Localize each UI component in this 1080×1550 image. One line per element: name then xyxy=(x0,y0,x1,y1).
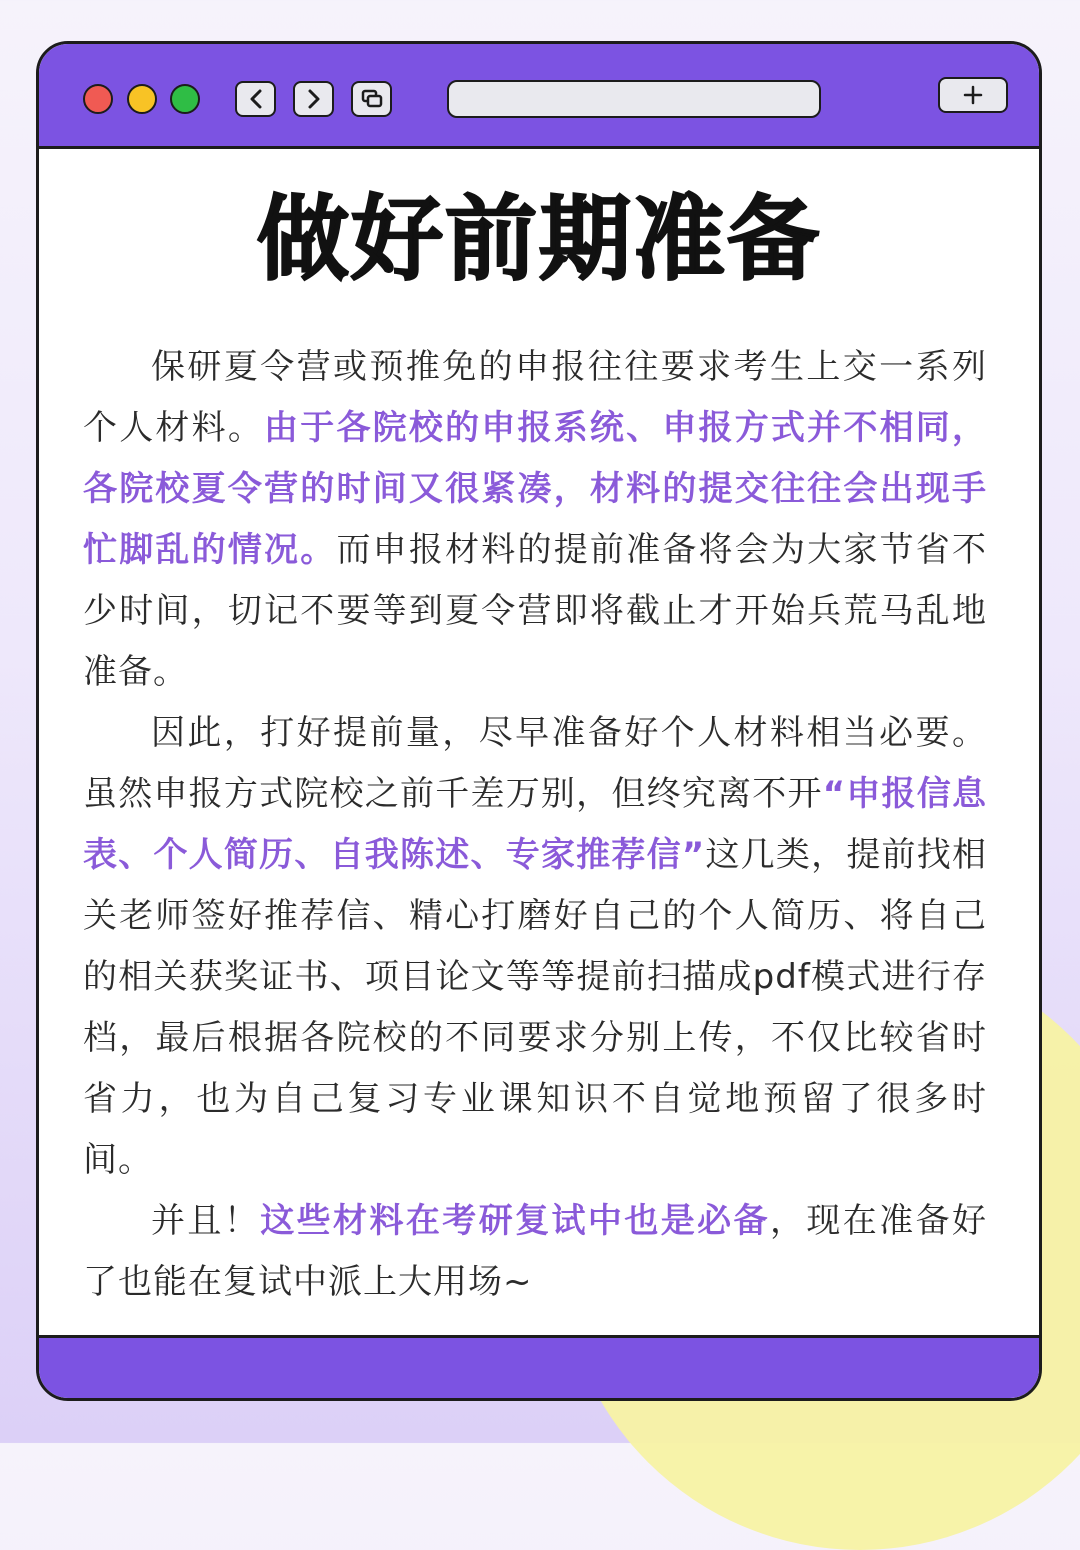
paragraph-3-text-a: 并且！ xyxy=(151,1201,261,1241)
back-button[interactable] xyxy=(235,81,276,117)
paragraph-3-text-c: ，现在准备好了也能在复试中派上大用场~ xyxy=(83,1201,988,1302)
paragraph-1 xyxy=(83,337,987,703)
article-body xyxy=(83,337,987,1313)
new-tab-button[interactable] xyxy=(938,77,1008,113)
browser-window xyxy=(36,41,1042,1401)
chevron-left-icon xyxy=(247,88,265,110)
paragraph-2-text-c: 这几类，提前找相关老师签好推荐信、精心打磨好自己的个人简历、将自己的相关获奖证书、项目论文等等提前扫描成pdf模式进行存档，最后根据各院校的不同要求分别上传，不仅比较省时省力，也为自己复习专业课知识不自觉地预留了很多时间。 xyxy=(83,835,987,1180)
close-dot[interactable] xyxy=(83,84,113,114)
forward-button[interactable] xyxy=(293,81,334,117)
paragraph-2-text-a: 因此，打好提前量，尽早准备好个人材料相当必要。虽然申报方式院校之前千差万别，但终究离不开 xyxy=(83,713,987,814)
plus-icon xyxy=(962,84,984,106)
paragraph-1-highlight: 由于各院校的申报系统、申报方式并不相同，各院校夏令营的时间又很紧凑，材料的提交往往会出现手忙脚乱的情况。 xyxy=(83,408,988,570)
browser-footer xyxy=(39,1335,1039,1398)
page-title: 做好前期准备 xyxy=(256,186,821,293)
page-content xyxy=(39,149,1039,1341)
browser-titlebar xyxy=(39,44,1039,149)
tabs-icon xyxy=(360,88,384,110)
maximize-dot[interactable] xyxy=(170,84,200,114)
paragraph-1-text-c: 而申报材料的提前准备将会为大家节省不少时间，切记不要等到夏令营即将截止才开始兵荒马乱地准备。 xyxy=(83,530,988,692)
chevron-right-icon xyxy=(305,88,323,110)
tabs-button[interactable] xyxy=(351,81,392,117)
address-bar[interactable] xyxy=(447,80,821,118)
paragraph-3 xyxy=(83,1191,987,1313)
paragraph-2-highlight: “申报信息表、个人简历、自我陈述、专家推荐信” xyxy=(83,774,987,875)
minimize-dot[interactable] xyxy=(127,84,157,114)
paragraph-2 xyxy=(83,703,987,1191)
paragraph-1-text-a: 保研夏令营或预推免的申报往往要求考生上交一系列个人材料。 xyxy=(83,347,987,448)
paragraph-3-highlight: 这些材料在考研复试中也是必备 xyxy=(260,1201,770,1241)
